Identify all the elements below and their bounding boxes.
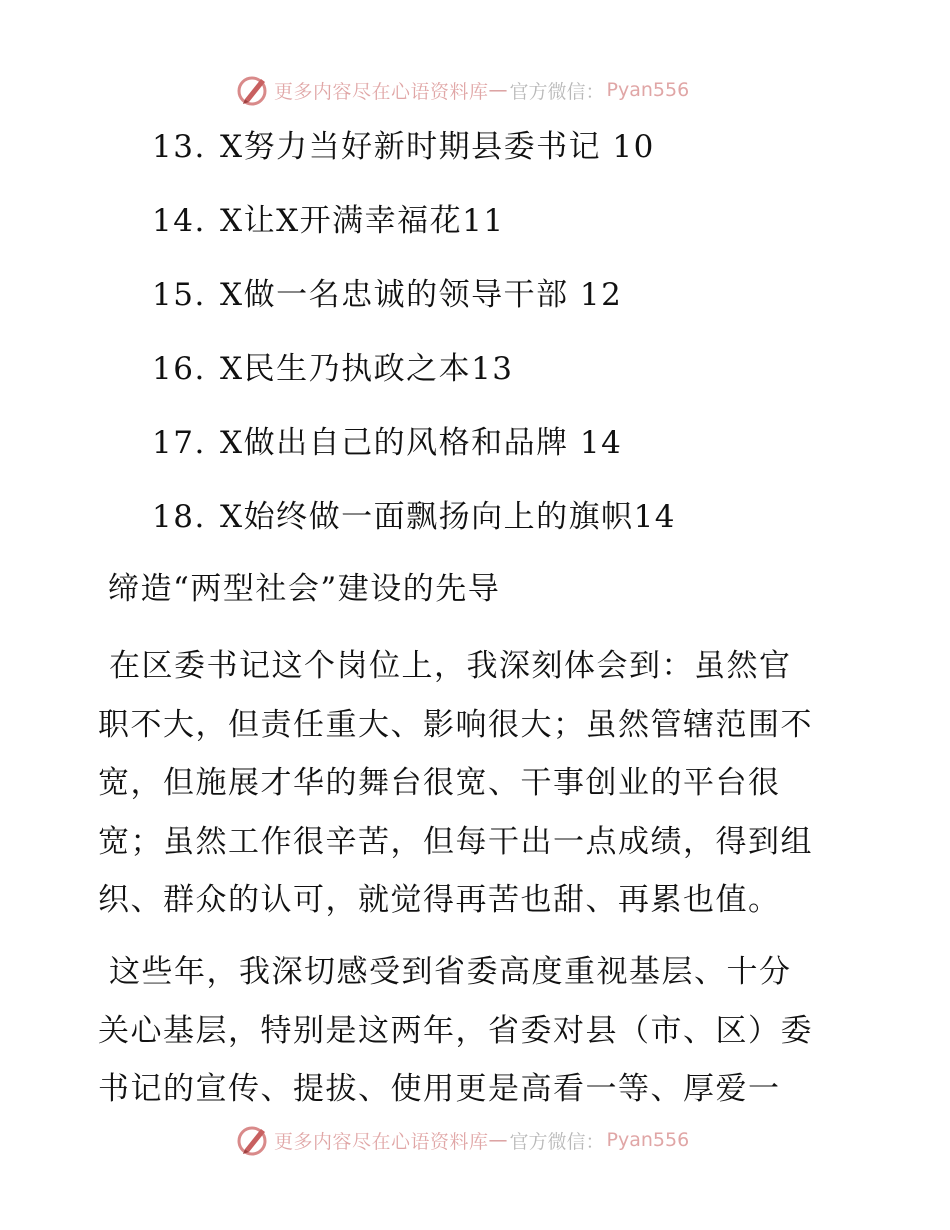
paragraph-line: 关心基层，特别是这两年，省委对县（市、区）委 <box>98 1012 813 1049</box>
toc-item-number: 14. <box>152 203 206 239</box>
paragraph-line: 这些年，我深切感受到省委高度重视基层、十分 <box>109 954 792 990</box>
toc-item-text: X让X开满幸福花11 <box>220 203 505 239</box>
pen-logo-icon <box>236 73 270 107</box>
paragraph-line: 织、群众的认可，就觉得再苦也甜、再累也值。 <box>98 882 781 918</box>
paragraph-line: 宽；虽然工作很辛苦，但每干出一点成绩，得到组 <box>98 823 813 860</box>
toc-item-text: X做一名忠诚的领导干部 12 <box>220 277 623 313</box>
paragraph-line: 宽，但施展才华的舞台很宽、干事创业的平台很 <box>98 765 781 801</box>
watermark-footer <box>236 1122 689 1158</box>
paragraph-line: 职不大，但责任重大、影响很大；虽然管辖范围不 <box>98 706 813 743</box>
toc-item <box>152 192 676 266</box>
toc-item-number: 18. <box>152 499 206 535</box>
toc-item <box>152 266 676 340</box>
body-paragraph <box>98 637 858 930</box>
watermark-dash: — <box>488 1129 508 1151</box>
watermark-header <box>236 72 689 108</box>
toc-item-text: X努力当好新时期县委书记 10 <box>220 129 655 165</box>
pen-logo-icon <box>236 1123 270 1157</box>
toc-item-text: X始终做一面飘扬向上的旗帜14 <box>220 499 677 535</box>
watermark-wechat-label: 官方微信： <box>509 1130 605 1153</box>
section-heading: 缔造“两型社会”建设的先导 <box>108 571 501 607</box>
watermark-wechat-id: Pyan556 <box>606 79 690 101</box>
toc-item-number: 15. <box>152 277 206 313</box>
toc-item <box>152 414 676 488</box>
toc-item-number: 17. <box>152 425 206 461</box>
toc-item <box>152 340 676 414</box>
table-of-contents <box>152 118 676 562</box>
watermark-text: 更多内容尽在心语资料库 <box>274 1130 489 1153</box>
toc-item-number: 16. <box>152 351 206 387</box>
toc-item-number: 13. <box>152 129 206 165</box>
watermark-text: 更多内容尽在心语资料库 <box>274 80 489 103</box>
watermark-dash: — <box>488 79 508 101</box>
watermark-wechat-label: 官方微信： <box>509 80 605 103</box>
body-paragraph <box>98 943 858 1119</box>
toc-item <box>152 488 676 562</box>
toc-item-text: X做出自己的风格和品牌 14 <box>220 425 623 461</box>
paragraph-line: 在区委书记这个岗位上，我深刻体会到：虽然官 <box>109 648 792 684</box>
watermark-wechat-id: Pyan556 <box>606 1129 690 1151</box>
toc-item-text: X民生乃执政之本13 <box>220 351 514 387</box>
paragraph-line: 书记的宣传、提拔、使用更是高看一等、厚爱一 <box>98 1071 781 1107</box>
toc-item <box>152 118 676 192</box>
